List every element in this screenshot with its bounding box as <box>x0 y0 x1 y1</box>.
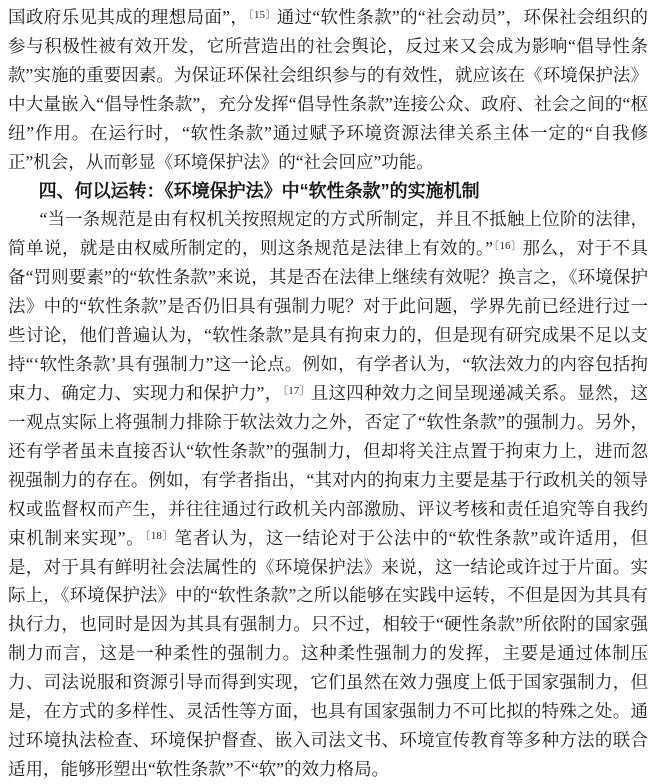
footnote-marker: 〔18〕 <box>144 529 175 542</box>
footnote-marker: 〔16〕 <box>493 240 523 253</box>
section-heading: 四、何以运转：《环境保护法》中“软性条款”的实施机制 <box>38 180 480 201</box>
body-text: 笔者认为，这一结论对于公法中的“软性条款”或许适用，但是，对于具有鲜明社会法属性的《环境保护法》来说，这一结论或许过于片面。实际上，《环境保护法》中的“软性条款”之所以能够在实践中运转，不但是因为其具有执行力，也同时是因为其具有强制力。只不过，相较于“硬性条款”所依附的国家强制力而言，这是一种柔性的强制力。这种柔性强制力的发挥，主要是通过体制压力、司法说服和资源引导而得到实现，它们虽然在效力强度上低于国家强制力，但是，在方式的多样性、灵活性等方面，也具有国家强制力不可比拟的特殊之处。通过环境执法检查、环境保护督查、嵌入司法文书、环境宣传教育等多种方法的联合适用，能够形塑出“软性条款”不“软”的效力格局。 <box>8 527 648 779</box>
body-text: 那么，对于不具备“罚则要素”的“软性条款”来说，其是否在法律上继续有效呢？换言之，《环境保护法》中的“软性条款”是否仍旧具有强制力呢？对于此问题，学界先前已经进行过一些讨论，他们普遍认为，“软性条款”是具有拘束力的，但是现有研究成果不足以支持“‘软性条款’具有强制力”这一论点。例如，有学者认为，“软法效力的内容包括拘束力、确定力、实现力和保护力”， <box>8 238 649 403</box>
body-text: 国政府乐见其成的理想局面”， <box>8 7 249 27</box>
paragraph-continuation <box>8 3 648 177</box>
paragraph-implementation-mechanism <box>8 205 648 783</box>
body-text: 且这四种效力之间呈现递减关系。显然，这一观点实际上将强制力排除于软法效力之外，否定了“软性条款”的强制力。另外，还有学者虽未直接否认“软性条款”的强制力，但却将关注点置于拘束力上，进而忽视强制力的存在。例如，有学者指出，“其对内的拘束力主要是基于行政机关的领导权或监督权而产生，并往往通过行政机关内部激励、评议考核和责任追究等自我约束机制来实现”。 <box>8 382 649 548</box>
footnote-marker: 〔15〕 <box>248 9 277 21</box>
footnote-marker: 〔17〕 <box>282 384 311 397</box>
body-text: “当一条规范是由有权机关按照规定的方式所制定，并且不抵触上位阶的法律，简单说，就是由权威所制定的，则这条规范是法律上有效的。” <box>8 209 648 259</box>
body-text: 通过“软性条款”的“社会动员”，环保社会组织的参与积极性被有效开发，它所营造出的社会舆论，反过来又会成为影响“倡导性条款”实施的重要因素。为保证环保社会组织参与的有效性，就应该在《环境保护法》中大量嵌入“倡导性条款”，充分发挥“倡导性条款”连接公众、政府、社会之间的“枢纽”作用。在运行时，“软性条款”通过赋予环境资源法律关系主体一定的“自我修正”机会，从而彰显《环境保护法》的“社会回应”功能。 <box>8 7 648 172</box>
